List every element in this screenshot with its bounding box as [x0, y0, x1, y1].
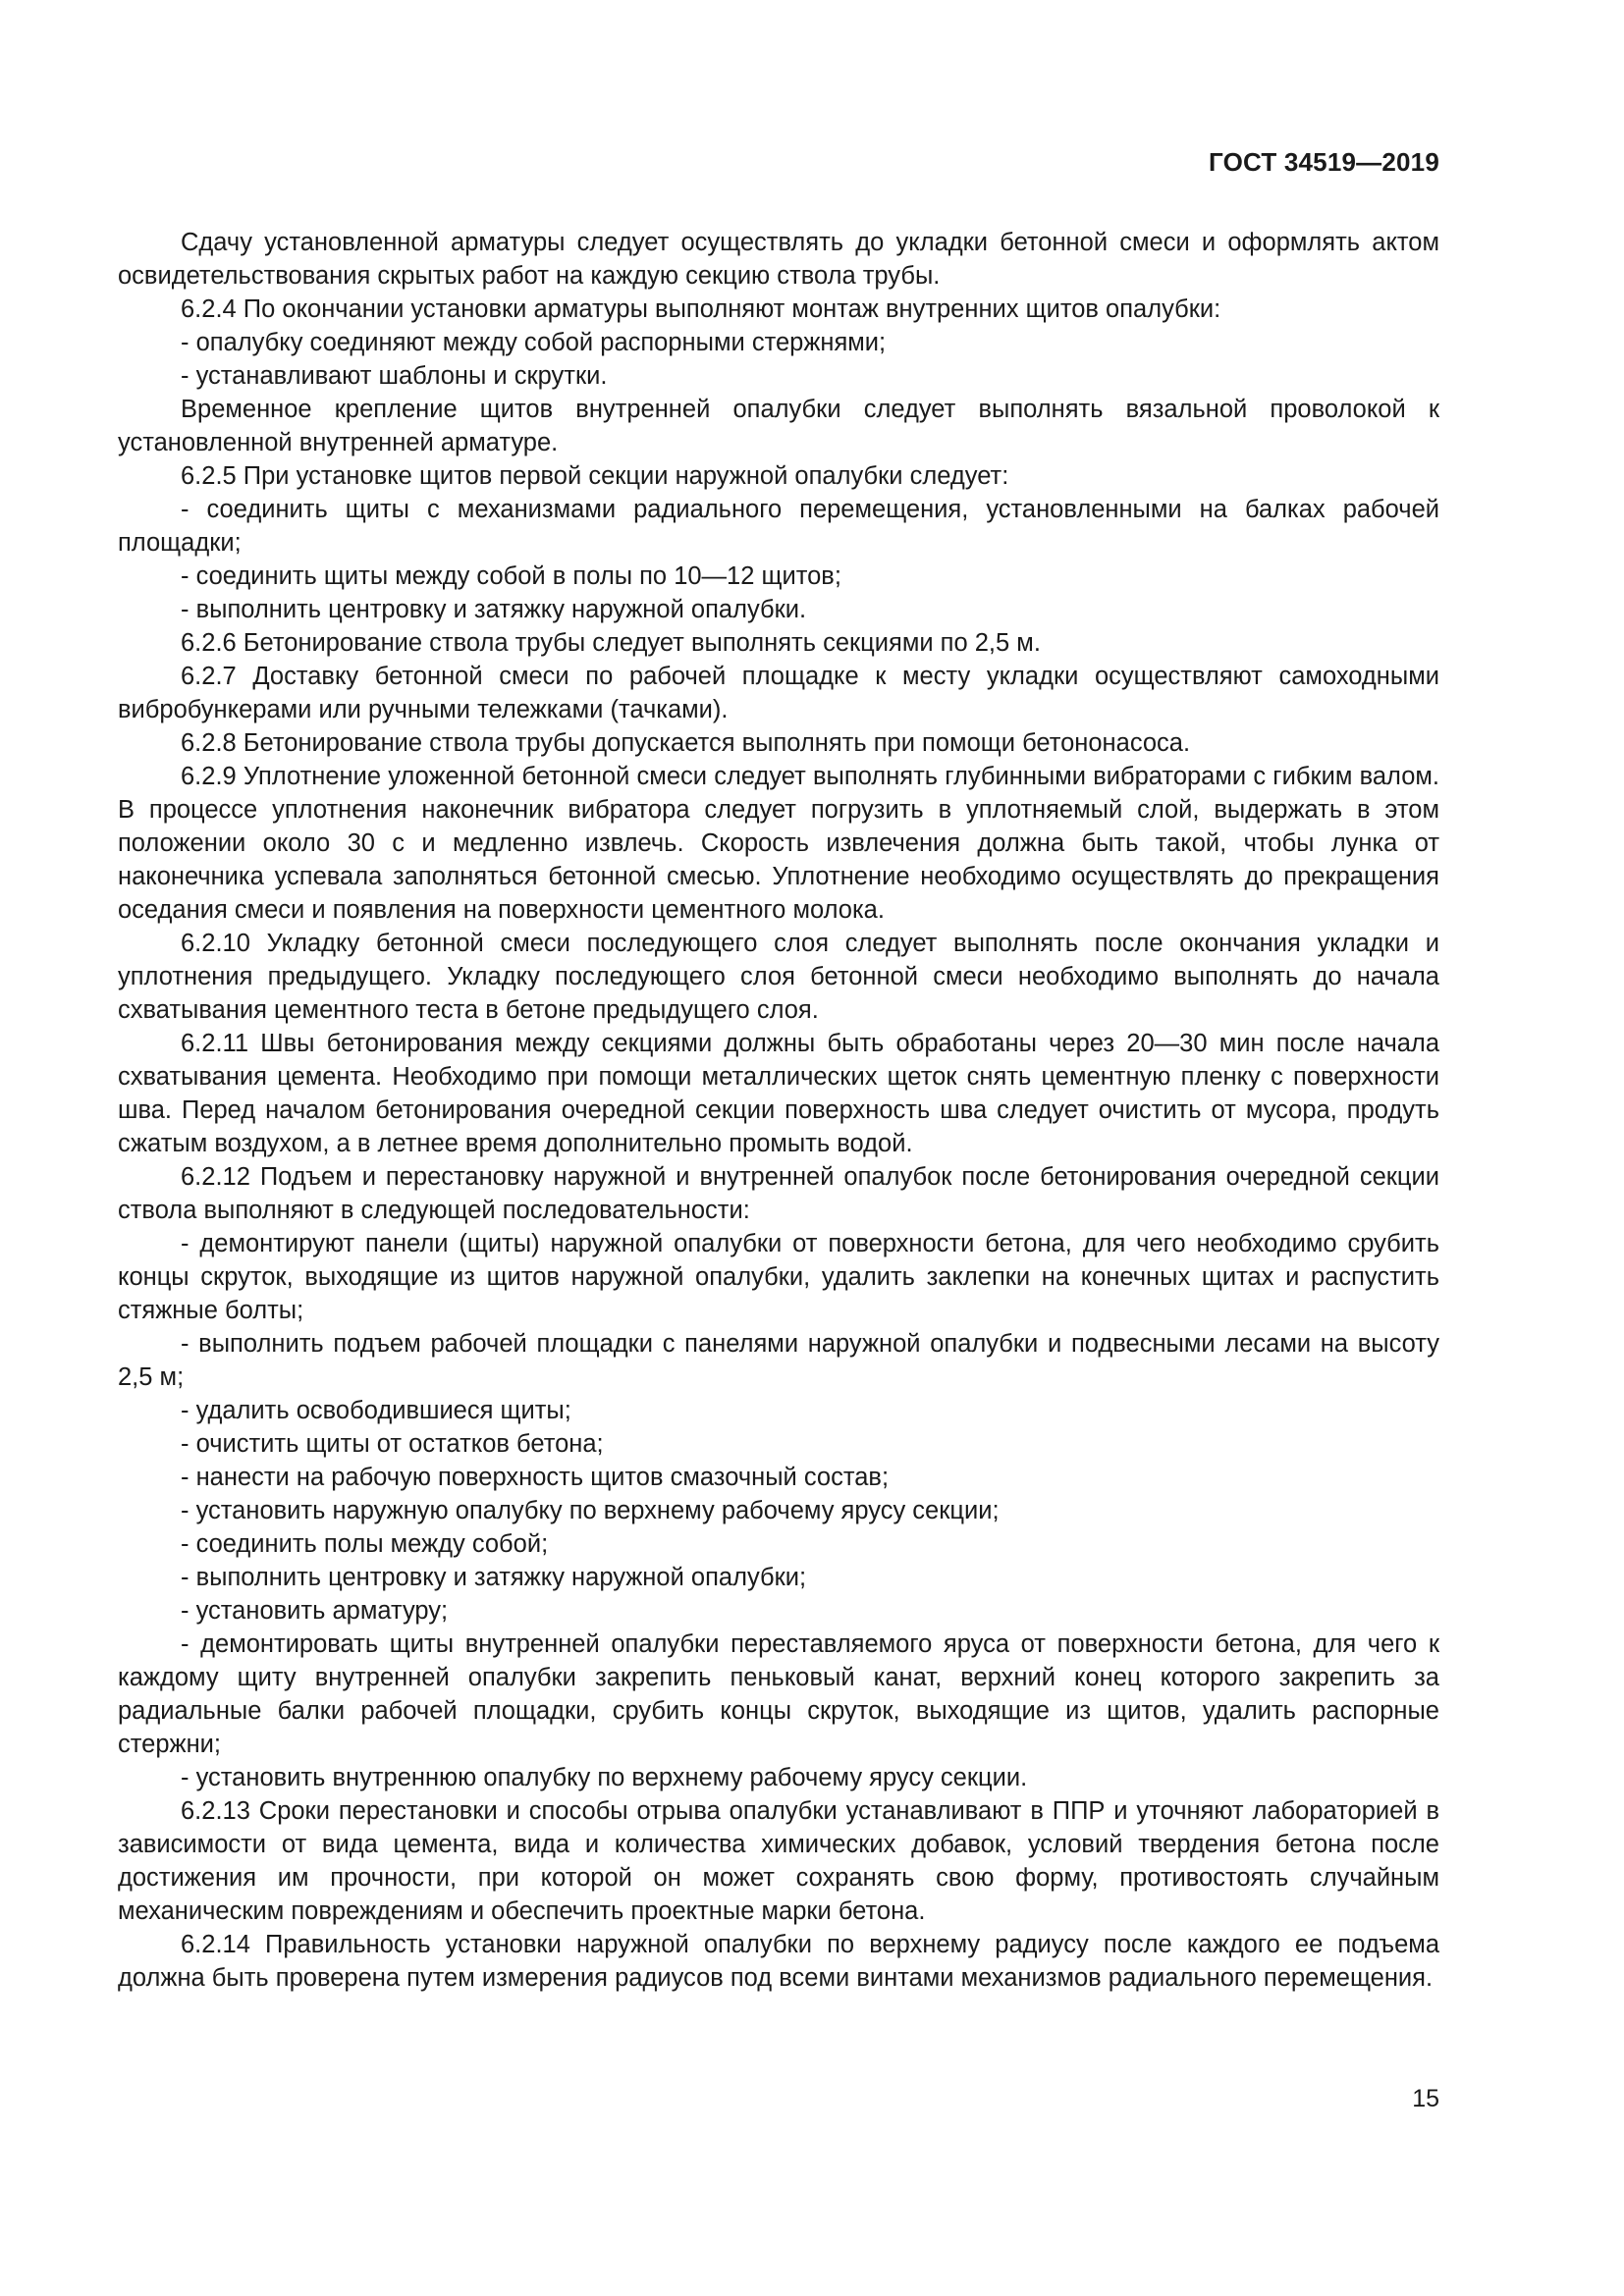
list-item: - установить внутреннюю опалубку по верхнему рабочему ярусу секции. — [181, 1764, 1028, 1791]
list-item: - выполнить центровку и затяжку наружной опалубки. — [181, 596, 807, 623]
list-item: - устанавливают шаблоны и скрутки. — [181, 362, 608, 390]
paragraph: 6.2.8 Бетонирование ствола трубы допускается выполнять при помощи бетононасоса. — [181, 729, 1191, 757]
document-code-header: ГОСТ 34519—2019 — [1209, 147, 1439, 177]
paragraph: 6.2.10 Укладку бетонной смеси последующего слоя следует выполнять после окончания укладки и уплотнения предыдущего. Укладку последующего слоя бетонной смеси необходимо выполнять до начала схватывания цементного теста в бетоне предыдущего слоя. — [118, 930, 1439, 1024]
list-item: - соединить щиты с механизмами радиального перемещения, установленными на балках рабочей площадки; — [118, 496, 1439, 557]
paragraph: 6.2.9 Уплотнение уложенной бетонной смеси следует выполнять глубинными вибраторами с гибким валом. В процессе уплотнения наконечник вибратора следует погрузить в уплотняемый слой, выдержать в этом положении около 30 с и медленно извлечь. Скорость извлечения должна быть такой, чтобы лунка от наконечника успевала заполняться бетонной смесью. Уплотнение необходимо осуществлять до прекращения оседания смеси и появления на поверхности цементного молока. — [118, 763, 1439, 924]
paragraph: 6.2.5 При установке щитов первой секции наружной опалубки следует: — [181, 462, 1009, 490]
list-item: - установить арматуру; — [181, 1597, 449, 1625]
paragraph: 6.2.12 Подъем и перестановку наружной и внутренней опалубок после бетонирования очередной секции ствола выполняют в следующей последовательности: — [118, 1163, 1439, 1224]
list-item: - удалить освободившиеся щиты; — [181, 1397, 571, 1424]
paragraph: 6.2.6 Бетонирование ствола трубы следует выполнять секциями по 2,5 м. — [181, 629, 1041, 657]
list-item: - демонтируют панели (щиты) наружной опалубки от поверхности бетона, для чего необходимо срубить концы скруток, выходящие из щитов наружной опалубки, удалить заклепки на конечных щитах и распустить стяжные болты; — [118, 1230, 1439, 1324]
list-item: - демонтировать щиты внутренней опалубки переставляемого яруса от поверхности бетона, для чего к каждому щиту внутренней опалубки закрепить пеньковый канат, верхний конец которого закрепить за радиальные балки рабочей площадки, срубить концы скруток, выходящие из щитов, удалить распорные стержни; — [118, 1630, 1439, 1758]
page-number: 15 — [1412, 2085, 1439, 2112]
document-body — [118, 226, 1439, 1995]
list-item: - выполнить подъем рабочей площадки с панелями наружной опалубки и подвесными лесами на высоту 2,5 м; — [118, 1330, 1439, 1391]
list-item: - выполнить центровку и затяжку наружной опалубки; — [181, 1564, 807, 1591]
list-item: - нанести на рабочую поверхность щитов смазочный состав; — [181, 1464, 890, 1491]
paragraph: 6.2.11 Швы бетонирования между секциями должны быть обработаны через 20—30 мин после начала схватывания цемента. Необходимо при помощи металлических щеток снять цементную пленку с поверхности шва. Перед началом бетонирования очередной секции поверхность шва следует очистить от мусора, продуть сжатым воздухом, а в летнее время дополнительно промыть водой. — [118, 1030, 1439, 1157]
list-item: - соединить полы между собой; — [181, 1530, 549, 1558]
paragraph: 6.2.4 По окончании установки арматуры выполняют монтаж внутренних щитов опалубки: — [181, 295, 1221, 323]
list-item: - опалубку соединяют между собой распорными стержнями; — [181, 329, 887, 356]
list-item: - соединить щиты между собой в полы по 10—12 щитов; — [181, 562, 841, 590]
paragraph: 6.2.14 Правильность установки наружной опалубки по верхнему радиусу после каждого ее подъема должна быть проверена путем измерения радиусов под всеми винтами механизмов радиального перемещения. — [118, 1931, 1439, 1992]
paragraph: 6.2.13 Сроки перестановки и способы отрыва опалубки устанавливают в ППР и уточняют лабораторией в зависимости от вида цемента, вида и количества химических добавок, условий твердения бетона после достижения им прочности, при которой он может сохранять свою форму, противостоять случайным механическим повреждениям и обеспечить проектные марки бетона. — [118, 1797, 1439, 1925]
paragraph: 6.2.7 Доставку бетонной смеси по рабочей площадке к месту укладки осуществляют самоходными вибробункерами или ручными тележками (тачками). — [118, 663, 1439, 723]
list-item: - установить наружную опалубку по верхнему рабочему ярусу секции; — [181, 1497, 1000, 1524]
list-item: - очистить щиты от остатков бетона; — [181, 1430, 604, 1458]
paragraph: Сдачу установленной арматуры следует осуществлять до укладки бетонной смеси и оформлять актом освидетельствования скрытых работ на каждую секцию ствола трубы. — [118, 229, 1439, 290]
paragraph: Временное крепление щитов внутренней опалубки следует выполнять вязальной проволокой к установленной внутренней арматуре. — [118, 396, 1439, 456]
